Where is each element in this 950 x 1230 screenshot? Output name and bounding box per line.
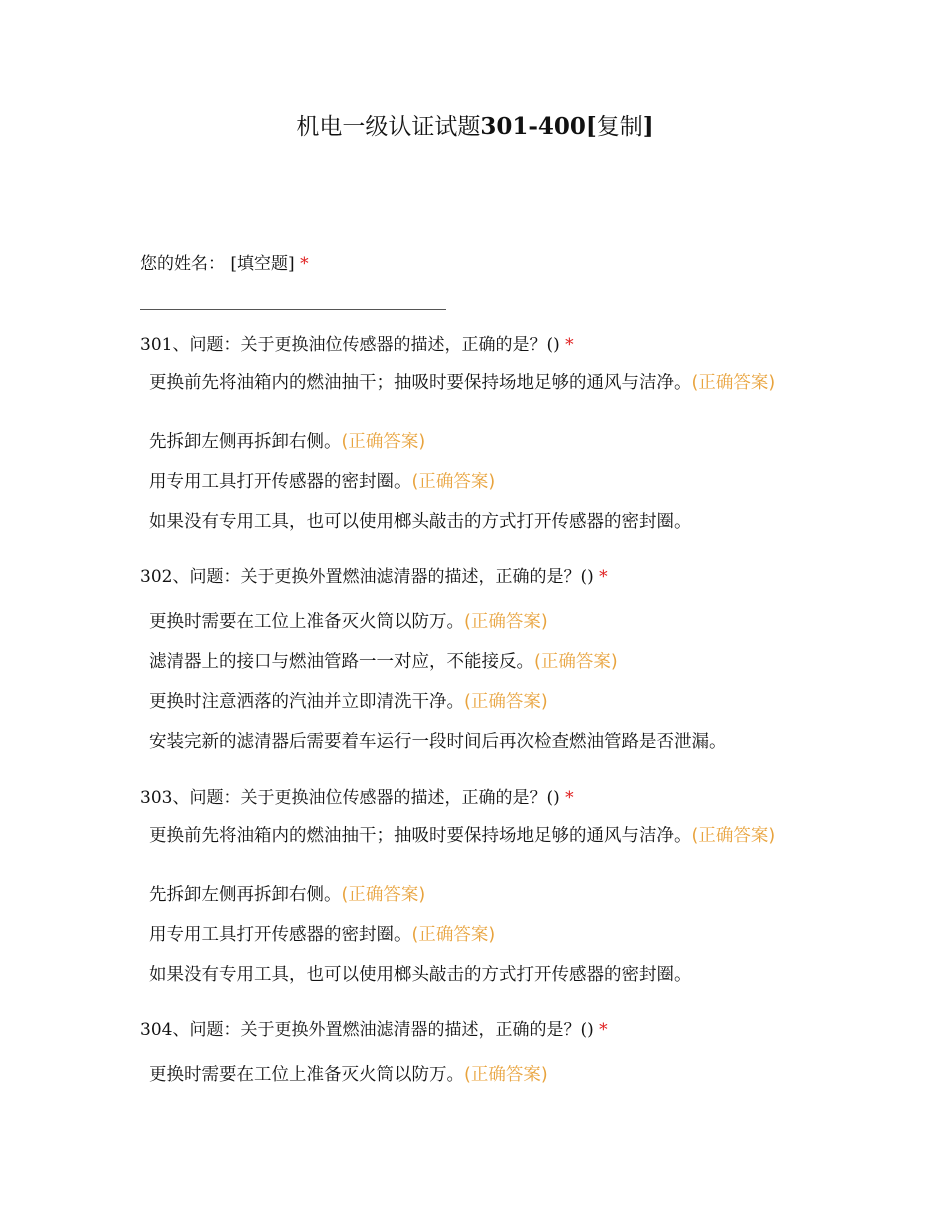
option-item[interactable] — [149, 470, 799, 495]
option-item[interactable] — [149, 824, 799, 849]
option-text: 更换前先将油箱内的燃油抽干；抽吸时要保持场地足够的通风与洁净。 — [149, 373, 692, 393]
required-marker: * — [565, 788, 574, 808]
page-title — [0, 112, 950, 142]
required-marker: * — [565, 335, 574, 355]
option-text: 如果没有专用工具，也可以使用榔头敲击的方式打开传感器的密封圈。 — [149, 512, 692, 532]
correct-answer-tag: (正确答案) — [691, 826, 776, 846]
option-text: 安装完新的滤清器后需要着车运行一段时间后再次检查燃油管路是否泄漏。 — [149, 732, 727, 752]
question-text: 302、问题：关于更换外置燃油滤清器的描述，正确的是？() — [140, 567, 594, 587]
required-marker: * — [300, 254, 309, 274]
question-title — [140, 333, 574, 357]
option-text: 滤清器上的接口与燃油管路一一对应，不能接反。 — [149, 652, 534, 672]
option-text: 更换时需要在工位上准备灭火筒以防万。 — [149, 612, 464, 632]
required-marker: * — [599, 567, 608, 587]
correct-answer-tag: (正确答案) — [464, 612, 548, 632]
title-copy-tag: 复制 — [596, 114, 643, 140]
name-question-label: 您的姓名： — [140, 254, 225, 274]
question-title — [140, 786, 574, 810]
title-range: 301-400 — [480, 113, 586, 140]
option-item[interactable] — [149, 883, 799, 908]
question-title — [140, 565, 608, 589]
option-item[interactable] — [149, 963, 799, 988]
option-text: 用专用工具打开传感器的密封圈。 — [149, 925, 412, 945]
option-text: 更换时注意洒落的汽油并立即清洗干净。 — [149, 692, 464, 712]
option-item[interactable] — [149, 690, 799, 715]
required-marker: * — [599, 1020, 608, 1040]
correct-answer-tag: (正确答案) — [411, 472, 496, 492]
name-input-line[interactable] — [140, 309, 446, 310]
question-text: 303、问题：关于更换油位传感器的描述，正确的是？() — [140, 788, 560, 808]
option-item[interactable] — [149, 371, 799, 396]
correct-answer-tag: (正确答案) — [534, 652, 618, 672]
option-item[interactable] — [149, 510, 799, 535]
option-item[interactable] — [149, 1063, 799, 1088]
option-item[interactable] — [149, 730, 799, 755]
correct-answer-tag: (正确答案) — [341, 885, 426, 905]
option-item[interactable] — [149, 610, 799, 635]
question-title — [140, 1018, 608, 1042]
name-question-type: [填空题] — [230, 254, 295, 274]
option-item[interactable] — [149, 650, 799, 675]
option-item[interactable] — [149, 923, 799, 948]
option-text: 如果没有专用工具，也可以使用榔头敲击的方式打开传感器的密封圈。 — [149, 965, 692, 985]
correct-answer-tag: (正确答案) — [691, 373, 776, 393]
correct-answer-tag: (正确答案) — [464, 1065, 548, 1085]
title-prefix: 机电一级认证试题 — [296, 114, 481, 140]
option-text: 先拆卸左侧再拆卸右侧。 — [149, 432, 342, 452]
option-text: 更换前先将油箱内的燃油抽干；抽吸时要保持场地足够的通风与洁净。 — [149, 826, 692, 846]
question-text: 301、问题：关于更换油位传感器的描述，正确的是？() — [140, 335, 560, 355]
option-text: 用专用工具打开传感器的密封圈。 — [149, 472, 412, 492]
title-bracket-close: ] — [642, 113, 654, 140]
correct-answer-tag: (正确答案) — [464, 692, 548, 712]
correct-answer-tag: (正确答案) — [411, 925, 496, 945]
correct-answer-tag: (正确答案) — [341, 432, 426, 452]
option-text: 先拆卸左侧再拆卸右侧。 — [149, 885, 342, 905]
option-text: 更换时需要在工位上准备灭火筒以防万。 — [149, 1065, 464, 1085]
question-text: 304、问题：关于更换外置燃油滤清器的描述，正确的是？() — [140, 1020, 594, 1040]
title-bracket-open: [ — [585, 113, 597, 140]
option-item[interactable] — [149, 430, 799, 455]
name-question — [140, 252, 309, 276]
